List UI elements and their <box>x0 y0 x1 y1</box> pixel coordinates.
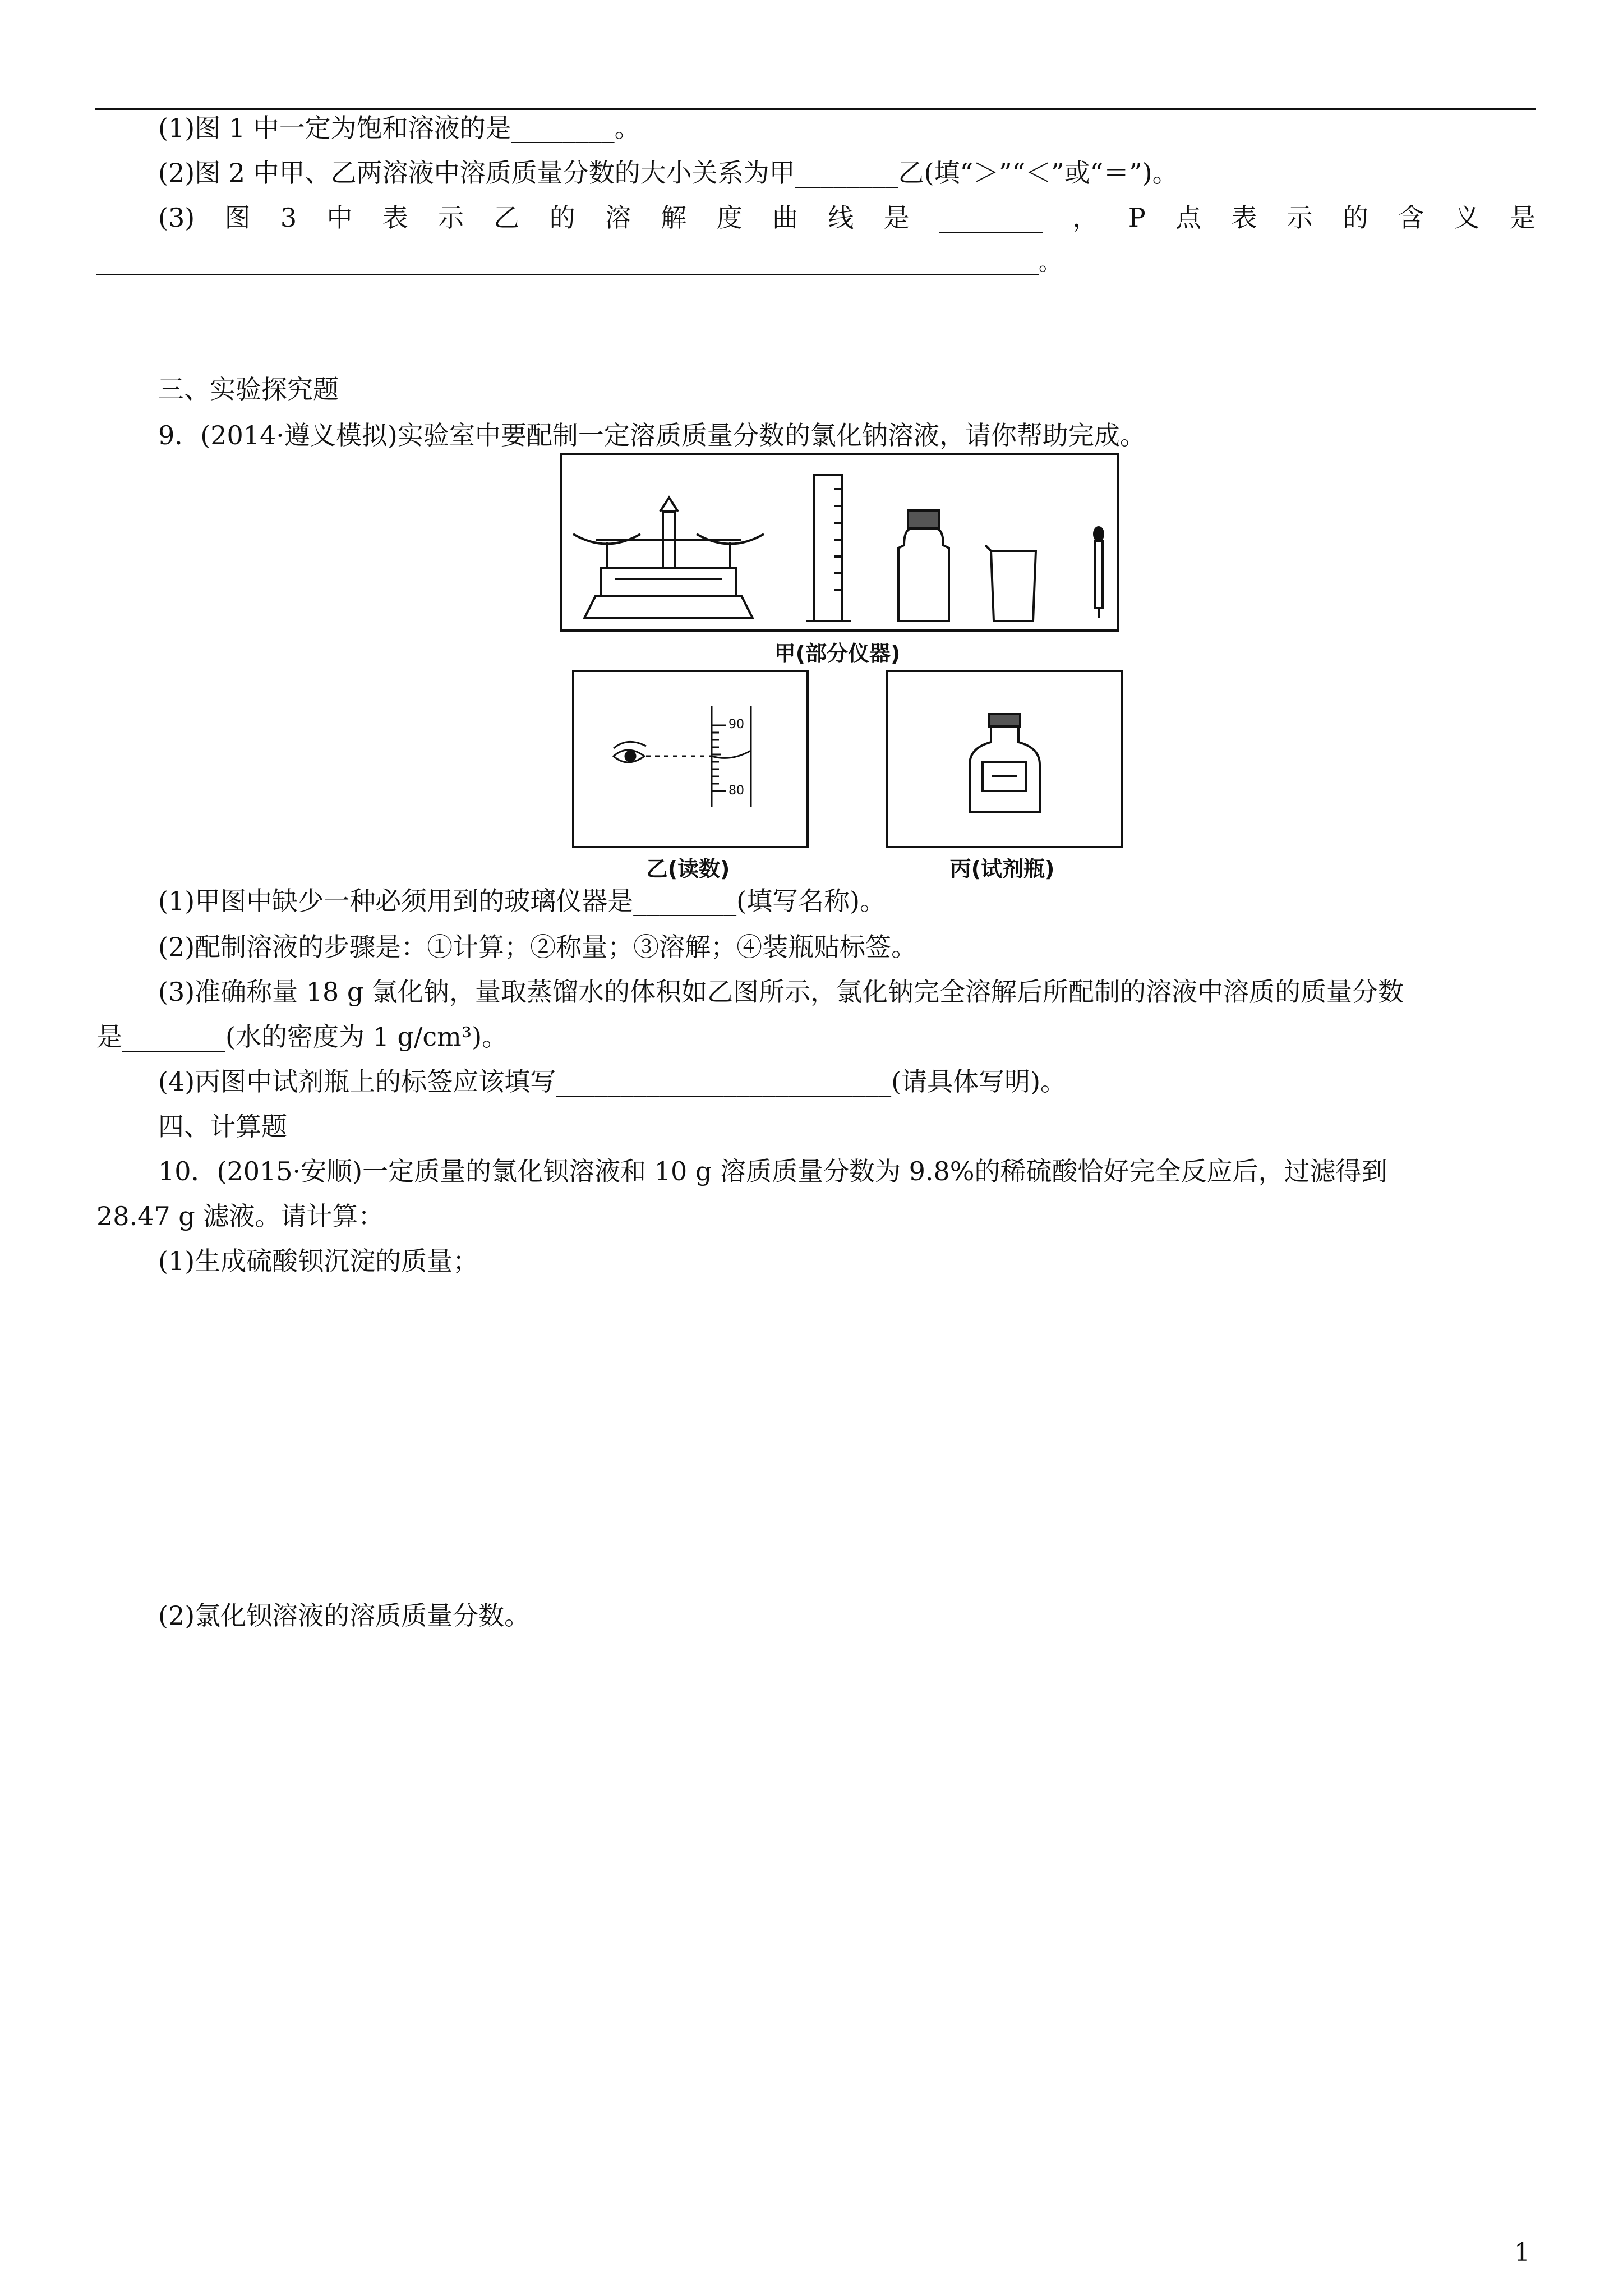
section-3-heading: 三、实验探究题 <box>158 374 339 404</box>
q3-token: 溶 <box>605 203 631 233</box>
q3-token: 含 <box>1398 203 1424 233</box>
apparatus-drawing <box>562 455 1117 629</box>
q3-token: 乙 <box>494 203 520 233</box>
question-9-part-1: (1)甲图中缺少一种必须用到的玻璃仪器是________(填写名称)。 <box>158 886 886 916</box>
question-10-intro: 10．(2015·安顺)一定质量的氯化钡溶液和 10 g 溶质质量分数为 9.8%的稀硫酸恰好完全反应后，过滤得到 <box>158 1156 1387 1186</box>
q3-token: 表 <box>1231 203 1257 233</box>
q3-token: 曲 <box>772 203 799 233</box>
q3-token: 点 <box>1175 203 1201 233</box>
question-9-part-2: (2)配制溶液的步骤是：①计算；②称量；③溶解；④装瓶贴标签。 <box>158 932 917 962</box>
figure-yi-caption: 乙(读数) <box>646 857 730 881</box>
q3-token: 3 <box>280 203 297 233</box>
question-8-part-3-continuation: ____________________________________________________________________________________。 <box>96 250 1061 275</box>
figure-bing-bottle <box>886 670 1123 848</box>
header-rule <box>95 108 1536 110</box>
question-8-part-1: (1)图 1 中一定为饱和溶液的是________。 <box>158 113 640 143</box>
q3-token: 是 <box>1509 203 1536 233</box>
labeled-bottle-icon <box>970 714 1040 812</box>
section-4-heading: 四、计算题 <box>158 1111 287 1142</box>
q3-token: 解 <box>661 203 687 233</box>
q3-token: 线 <box>828 203 854 233</box>
tick-label-90: 90 <box>728 717 744 731</box>
dropper-icon <box>1094 527 1103 618</box>
q3-token: 中 <box>326 203 353 233</box>
question-8-part-3 <box>158 201 1536 234</box>
question-9-part-3: (3)准确称量 18 g 氯化钠，量取蒸馏水的体积如乙图所示，氯化钠完全溶解后所配制的溶液中溶质的质量分数 <box>158 977 1404 1007</box>
figure-jia-caption: 甲(部分仪器) <box>774 641 901 666</box>
question-9-intro: 9．(2014·遵义模拟)实验室中要配制一定溶质质量分数的氯化钠溶液，请你帮助完成。 <box>158 420 1146 450</box>
q3-token: 的 <box>1342 203 1368 233</box>
bottle-drawing <box>888 672 1121 846</box>
q3-token: 示 <box>1287 203 1313 233</box>
question-10-intro-continuation: 28.47 g 滤液。请计算： <box>96 1201 384 1231</box>
question-10-part-1: (1)生成硫酸钡沉淀的质量； <box>158 1246 479 1276</box>
reading-drawing <box>574 672 806 846</box>
tick-label-80: 80 <box>728 784 744 798</box>
graduated-cylinder-icon <box>806 475 851 621</box>
q3-token: ， <box>1072 203 1099 233</box>
question-9-part-4: (4)丙图中试剂瓶上的标签应该填写__________________________(请具体写明)。 <box>158 1066 1067 1097</box>
q3-token: 度 <box>716 203 743 233</box>
beaker-icon <box>985 545 1036 621</box>
q3-token: 图 <box>224 203 251 233</box>
figure-jia-apparatus <box>560 453 1119 632</box>
q3-token: ________ <box>939 203 1043 233</box>
figure-yi-reading <box>572 670 809 848</box>
q3-token: (3) <box>158 203 195 233</box>
question-8-part-2: (2)图 2 中甲、乙两溶液中溶质质量分数的大小关系为甲________乙(填“＞”“＜”或“＝”)。 <box>158 158 1178 188</box>
figure-bing-caption: 丙(试剂瓶) <box>949 857 1055 881</box>
q3-token: 的 <box>549 203 575 233</box>
reagent-bottle-icon <box>898 510 949 621</box>
q3-token: 示 <box>438 203 464 233</box>
q3-token: 表 <box>382 203 408 233</box>
q3-token: P <box>1128 203 1146 233</box>
question-9-part-3-continuation: 是________(水的密度为 1 g/cm³)。 <box>96 1022 508 1052</box>
balance-icon <box>573 498 764 618</box>
q3-token: 义 <box>1454 203 1480 233</box>
question-10-part-2: (2)氯化钡溶液的溶质质量分数。 <box>158 1600 531 1631</box>
page-number: 1 <box>1514 2238 1530 2267</box>
q3-token: 是 <box>883 203 910 233</box>
